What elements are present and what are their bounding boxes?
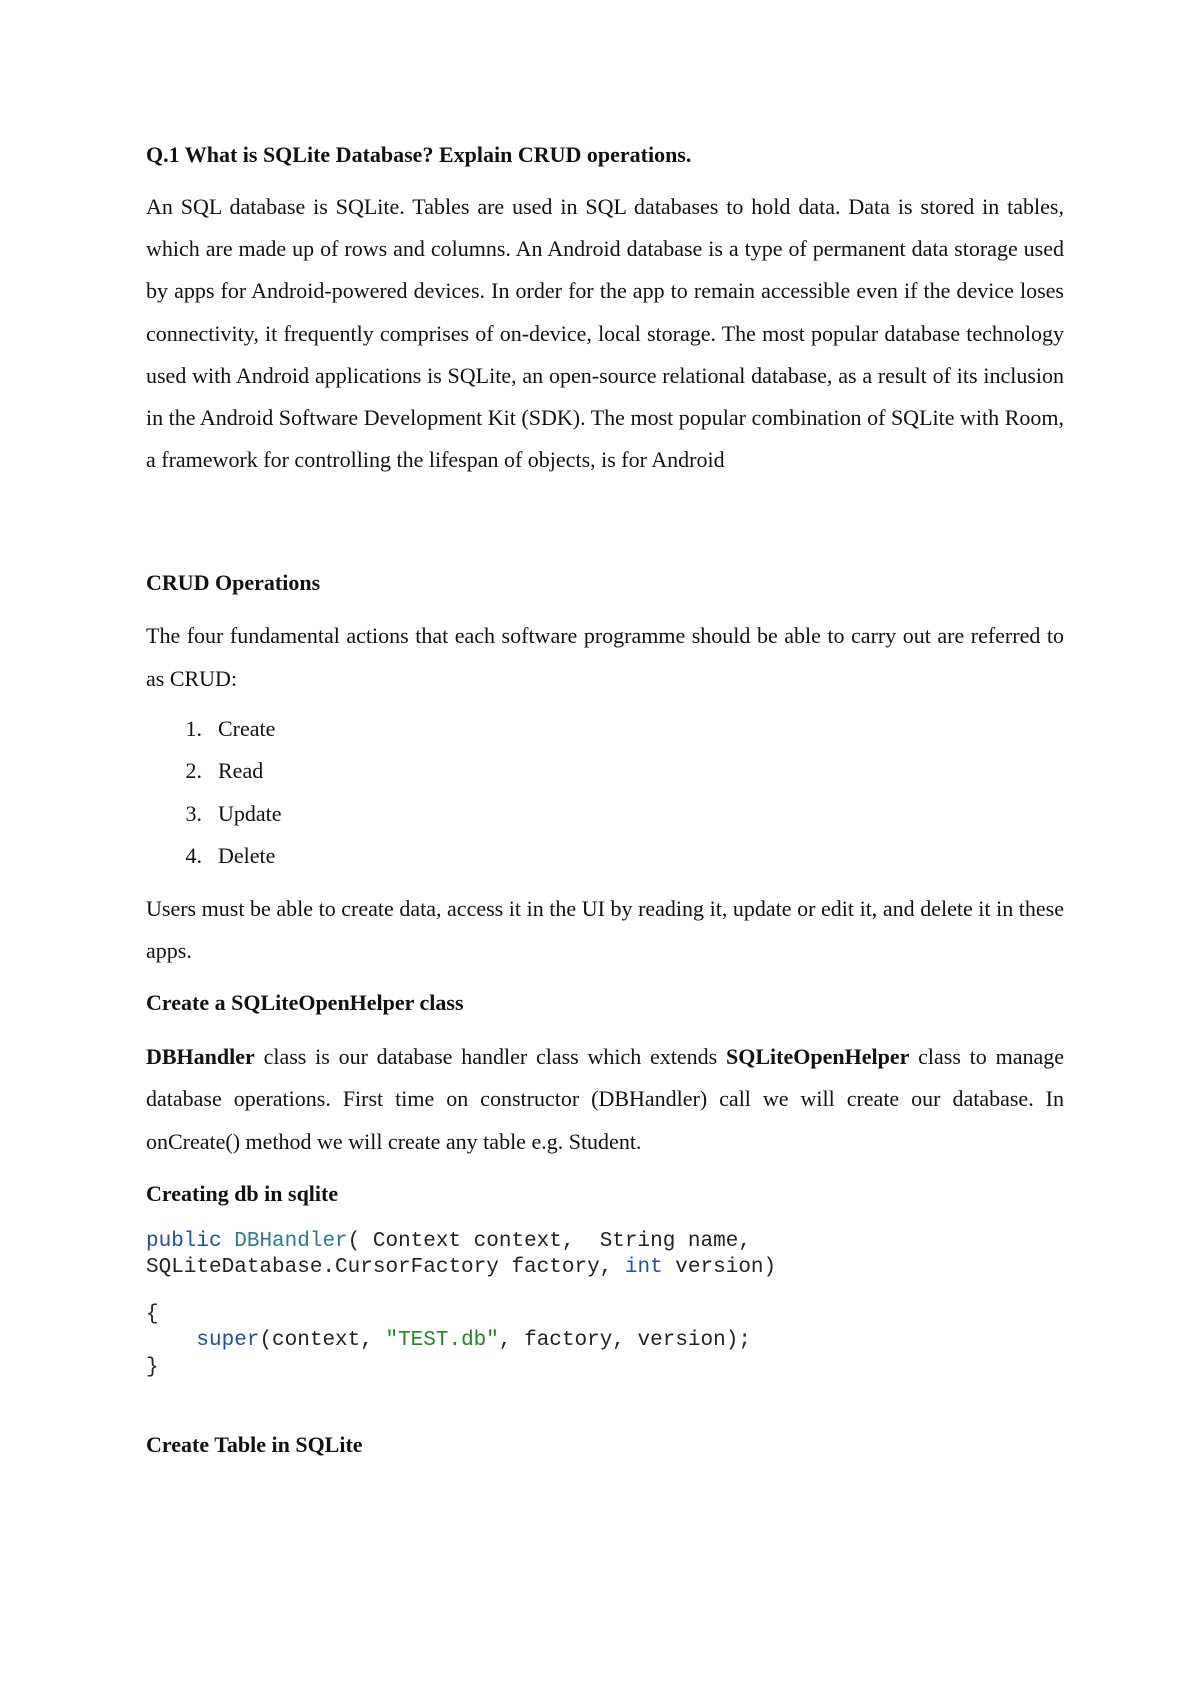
sqlite-description-paragraph: An SQL database is SQLite. Tables are used in SQL databases to hold data. Data is stored in tables, which are made up of rows and columns. An Android database is a type of permanent data storage used by apps for Android-powered devices. In order for the app to remain accessible even if the device loses connectivity, it frequently comprises of on-device, local storage. The most popular database technology used with Android applications is SQLite, an open-source relational database, as a result of its inclusion in the Android Software Development Kit (SDK). The most popular combination of SQLite with Room, a framework for controlling the lifespan of objects, is for Android xyxy=(146,194,1064,473)
list-item-number: 2. xyxy=(185,758,202,784)
list-item-number: 4. xyxy=(185,843,202,869)
list-item xyxy=(146,793,1064,836)
code-line xyxy=(146,1255,1064,1282)
create-table-heading: Create Table in SQLite xyxy=(146,1432,363,1458)
list-item xyxy=(146,835,1064,878)
code-block xyxy=(146,1229,1064,1382)
code-indent xyxy=(146,1329,196,1352)
code-text: (context, xyxy=(259,1329,386,1353)
crud-list xyxy=(146,708,1064,878)
code-brace: { xyxy=(146,1302,159,1326)
code-text: SQLiteDatabase.CursorFactory factory, xyxy=(146,1256,625,1280)
code-text: ( Context context, String name, xyxy=(347,1229,751,1253)
sqliteopenhelper-term: SQLiteOpenHelper xyxy=(726,1044,910,1070)
crud-heading: CRUD Operations xyxy=(146,570,321,596)
code-text: version) xyxy=(662,1256,777,1280)
code-text: , factory, version); xyxy=(498,1329,751,1353)
crud-outro-paragraph: Users must be able to create data, access it in the UI by reading it, update or edit it, and delete it in these apps. xyxy=(146,895,1064,964)
list-item-number: 3. xyxy=(185,800,202,826)
list-item xyxy=(146,708,1064,751)
question-heading: Q.1 What is SQLite Database? Explain CRUD operations. xyxy=(146,142,692,167)
document-page xyxy=(146,135,1064,1465)
code-line xyxy=(146,1302,1064,1329)
list-item-label: Update xyxy=(218,800,282,826)
crud-intro-paragraph: The four fundamental actions that each software programme should be able to carry out are referred to as CRUD: xyxy=(146,623,1064,691)
list-item-label: Create xyxy=(218,715,276,741)
dbhandler-term: DBHandler xyxy=(146,1044,255,1070)
code-string: "TEST.db" xyxy=(385,1329,499,1353)
helper-text-part2: class to manage database operations. First time on constructor (DBHandler) call we will create our database. In onCreate() method we will create any table e.g. Student. xyxy=(146,1044,1064,1154)
helper-class-heading: Create a SQLiteOpenHelper class xyxy=(146,990,464,1016)
code-class-name: DBHandler xyxy=(234,1229,348,1253)
helper-class-paragraph xyxy=(146,1036,1064,1163)
list-item xyxy=(146,750,1064,793)
code-line xyxy=(146,1355,1064,1382)
code-line xyxy=(146,1328,1064,1355)
list-item-label: Delete xyxy=(218,843,276,869)
code-keyword: int xyxy=(624,1256,663,1280)
code-line xyxy=(146,1229,1064,1256)
list-item-label: Read xyxy=(218,758,264,784)
list-item-number: 1. xyxy=(185,715,202,741)
code-keyword: super xyxy=(196,1329,260,1353)
code-keyword: public xyxy=(146,1229,222,1253)
helper-text-part1: class is our database handler class which extends xyxy=(254,1044,727,1070)
create-db-heading: Creating db in sqlite xyxy=(146,1180,339,1206)
code-brace: } xyxy=(146,1355,159,1379)
